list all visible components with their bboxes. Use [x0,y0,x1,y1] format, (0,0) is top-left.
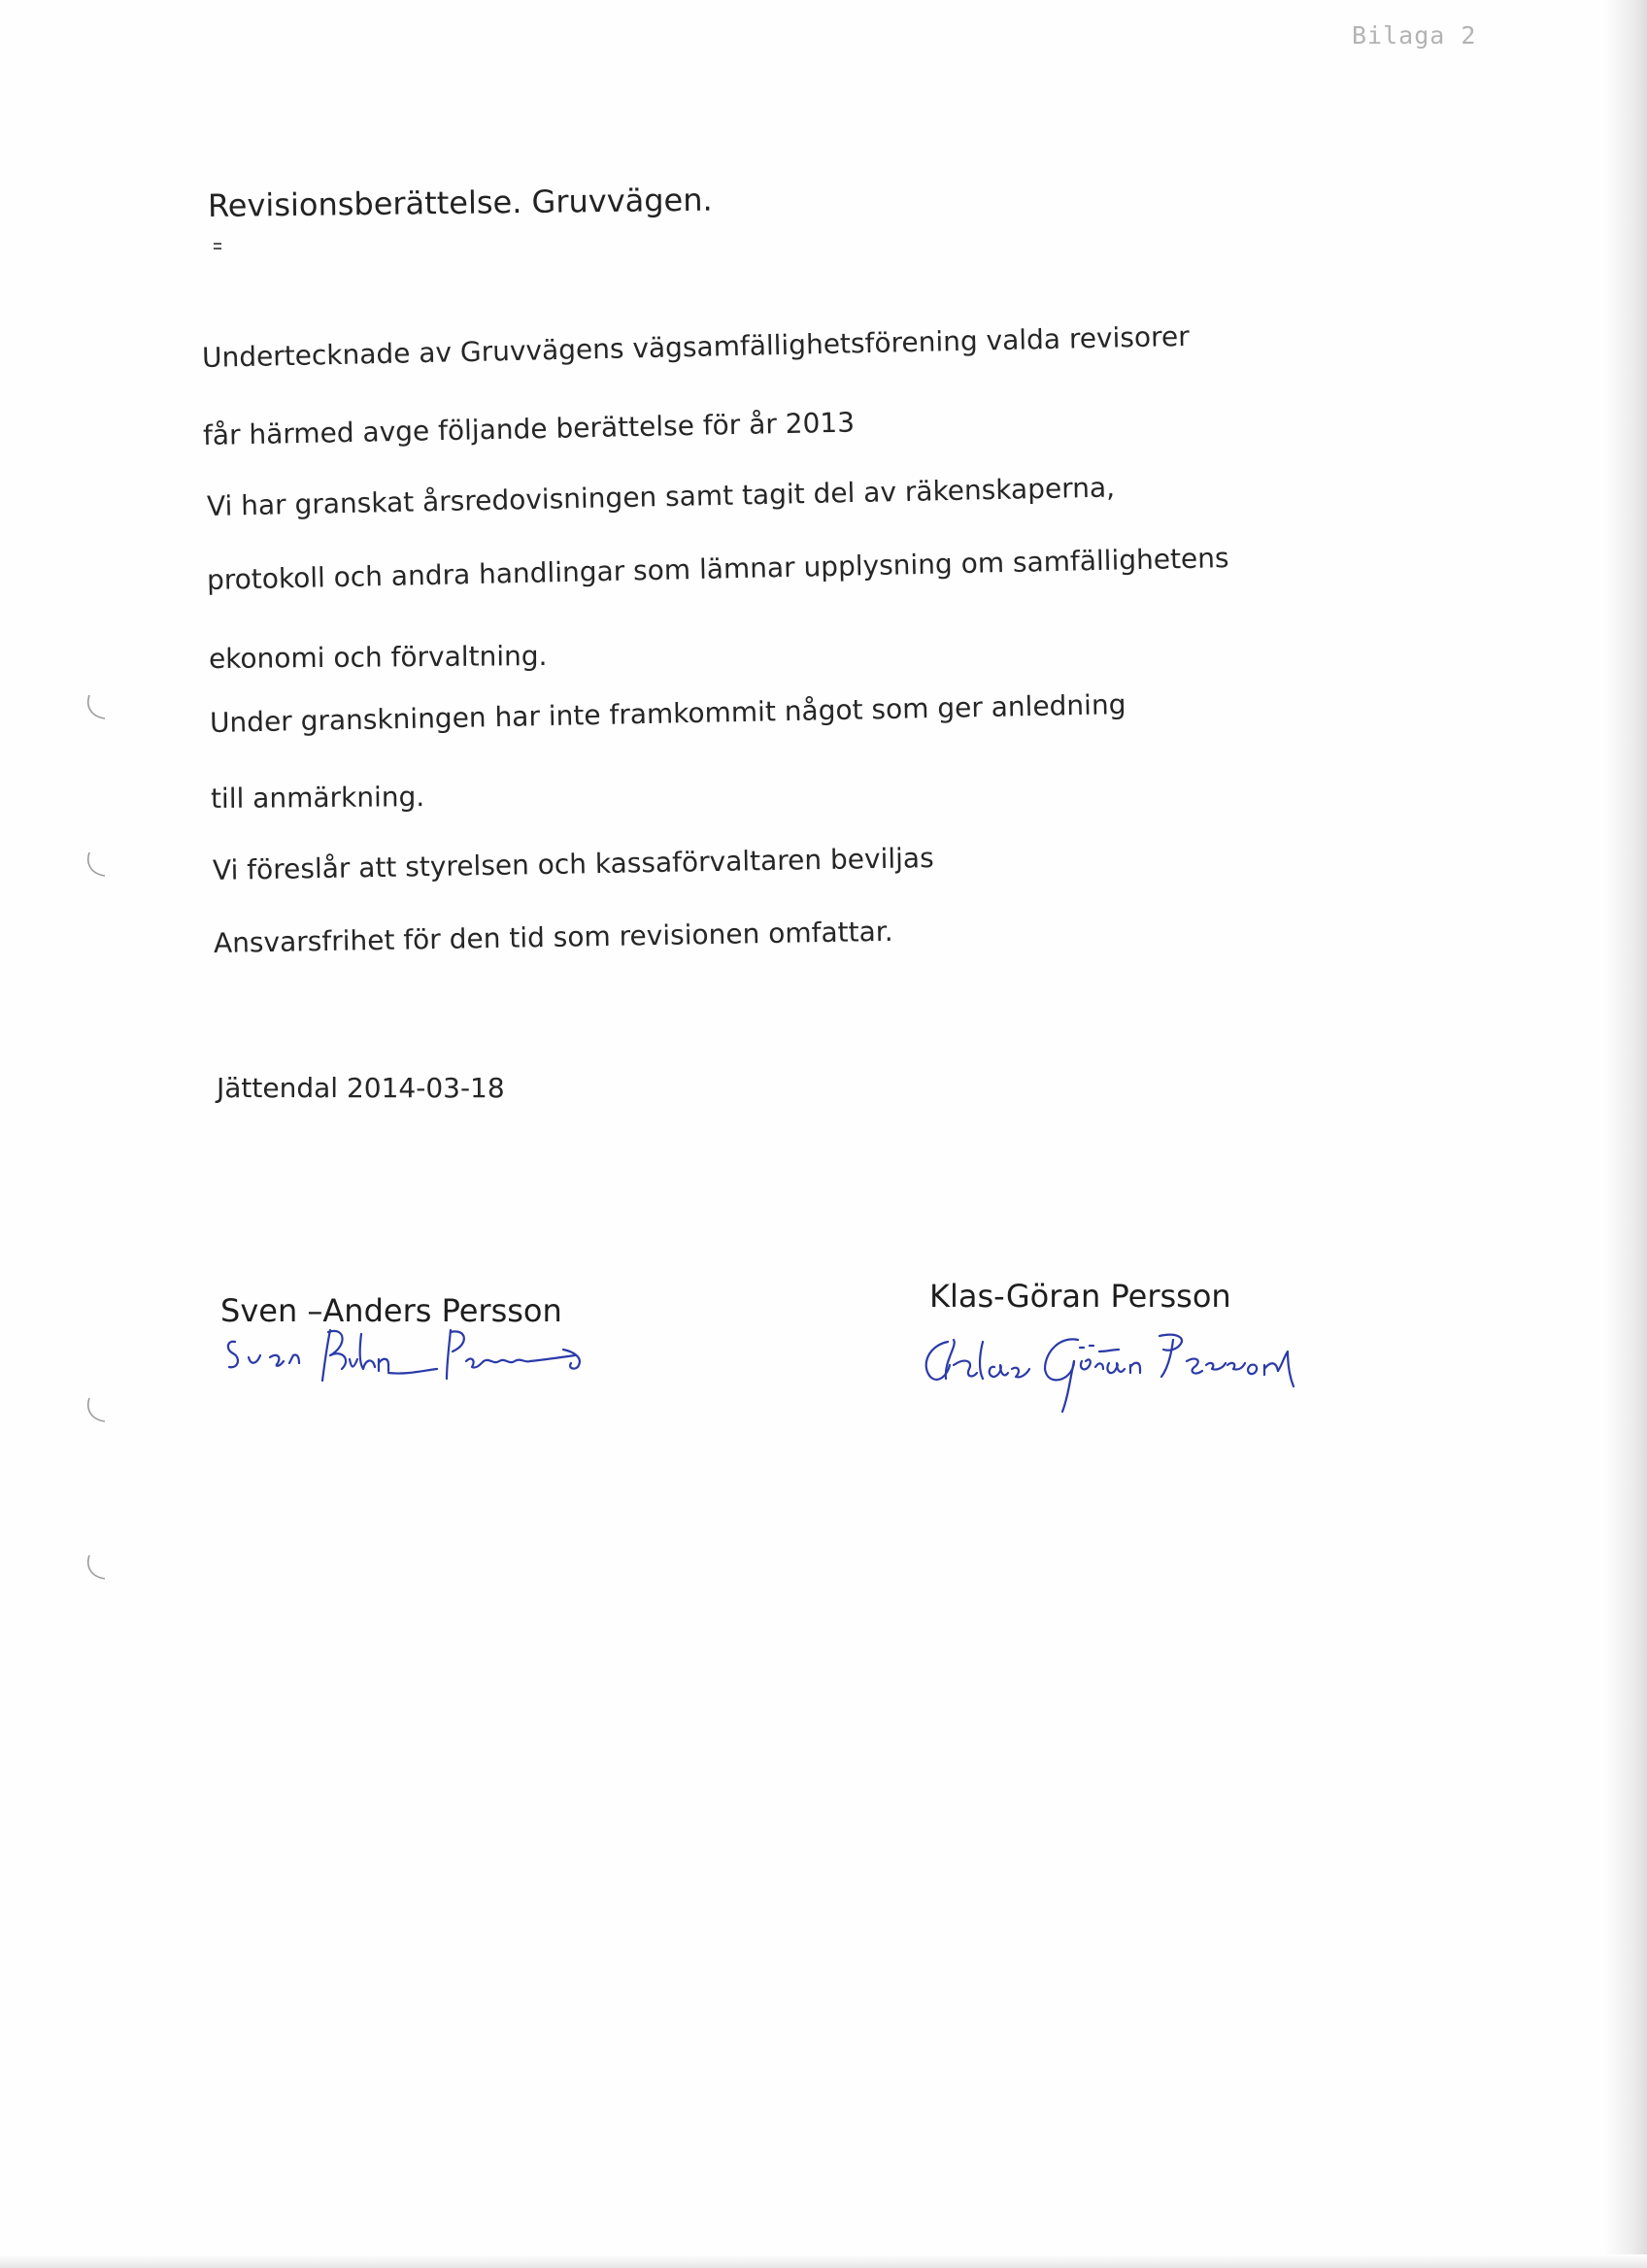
attachment-stamp: Bilaga 2 [1352,21,1477,50]
punch-hole-mark [84,1394,115,1425]
body-line: Vi har granskat årsredovisningen samt tagit del av räkenskaperna, [206,471,1116,522]
place-and-date: Jättendal 2014-03-18 [217,1072,505,1104]
punch-hole-mark [84,691,115,722]
page-edge-shadow [1602,0,1647,2268]
body-line: Undertecknade av Gruvvägens vägsamfällighetsförening valda revisorer [201,319,1191,374]
handwritten-signature-left [221,1320,629,1398]
body-line: Under granskningen har inte framkommit något som ger anledning [209,688,1126,739]
body-line: Ansvarsfrihet för den tid som revisionen omfattar. [213,915,893,959]
handwritten-signature-right [915,1322,1371,1416]
signer-name-right: Klas-Göran Persson [929,1278,1231,1315]
body-line: får härmed avge följande berättelse för år 2013 [202,406,856,451]
punch-hole-mark [84,849,115,880]
body-line: Vi föreslår att styrelsen och kassaförvaltaren beviljas [212,842,934,886]
body-line: ekonomi och förvaltning. [208,639,548,675]
body-line: protokoll och andra handlingar som lämnar upplysning om samfällighetens [206,542,1229,596]
document-title: Revisionsberättelse. Gruvvägen. [207,181,713,224]
punch-hole-mark [84,1551,115,1583]
page-bottom-shadow [0,2254,1647,2268]
ink-mark [214,243,221,247]
signer-name-left: Sven –Anders Persson [220,1292,562,1329]
body-line: till anmärkning. [210,781,425,815]
